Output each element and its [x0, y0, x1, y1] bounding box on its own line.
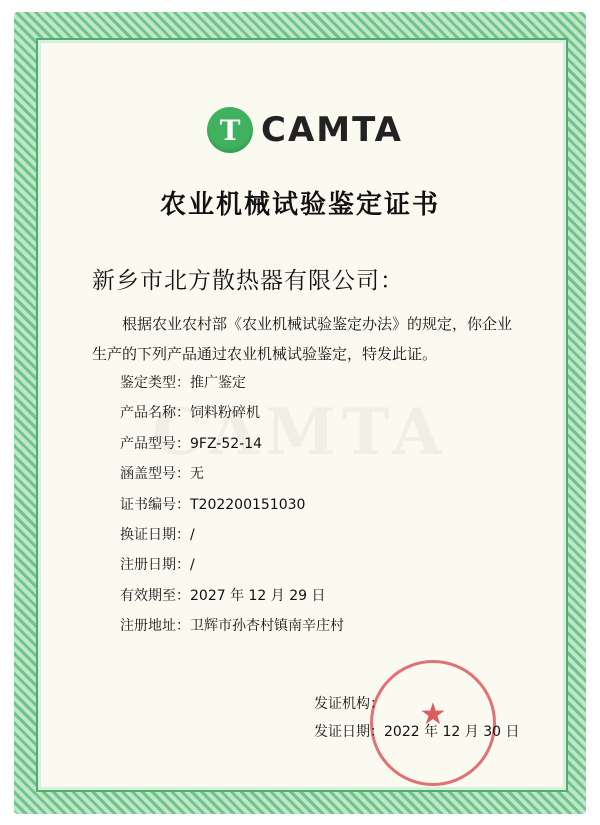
- certificate-title: 农业机械试验鉴定证书: [159, 190, 440, 220]
- field-value: /: [190, 557, 195, 574]
- field-row: [120, 490, 500, 520]
- issuer-org-row: [314, 690, 564, 718]
- field-label: 注册日期：: [120, 557, 190, 574]
- field-value: 卫辉市孙杏村镇南辛庄村: [190, 618, 344, 635]
- issue-date-label: 发证日期：: [314, 724, 384, 740]
- issuer-block: [314, 690, 564, 746]
- star-icon: ★: [419, 697, 447, 732]
- issuer-org-label: 发证机构：: [314, 696, 384, 712]
- issue-date-value: 2022 年 12 月 30 日: [384, 724, 520, 740]
- field-label: 注册地址：: [120, 618, 190, 635]
- field-row: [120, 429, 500, 459]
- field-label: 有效期至：: [120, 587, 190, 604]
- logo-mark-icon: T: [207, 107, 253, 153]
- field-value: 推广鉴定: [190, 375, 246, 391]
- statement-text: 根据农业农村部《农业机械试验鉴定办法》的规定，你企业生产的下列产品通过农业机械试验鉴定，特发此证。: [92, 315, 513, 363]
- camta-logo: [207, 106, 403, 154]
- logo-text: CAMTA: [261, 110, 403, 150]
- field-label: 证书编号：: [120, 496, 190, 513]
- field-value: 无: [190, 466, 204, 483]
- field-value: 饲料粉碎机: [190, 405, 260, 422]
- field-value: T202200151030: [190, 496, 306, 513]
- field-label: 产品型号：: [120, 435, 190, 452]
- field-row: [120, 368, 500, 398]
- field-label: 鉴定类型：: [120, 375, 190, 391]
- field-row: [120, 398, 500, 428]
- field-label: 换证日期：: [120, 526, 190, 543]
- field-value: /: [190, 526, 195, 543]
- field-row: [120, 581, 500, 611]
- field-label: 产品名称：: [120, 405, 190, 422]
- issue-date-row: [314, 718, 564, 746]
- field-value: 9FZ-52-14: [190, 435, 263, 452]
- field-row: [120, 459, 500, 489]
- company-name: 新乡市北方散热器有限公司：: [92, 268, 404, 294]
- field-label: 涵盖型号：: [120, 466, 190, 483]
- field-list: [120, 368, 500, 642]
- field-row: [120, 611, 500, 641]
- field-row: [120, 550, 500, 580]
- field-row: [120, 520, 500, 550]
- certificate-statement: [92, 309, 512, 369]
- field-value: 2027 年 12 月 29 日: [190, 587, 326, 604]
